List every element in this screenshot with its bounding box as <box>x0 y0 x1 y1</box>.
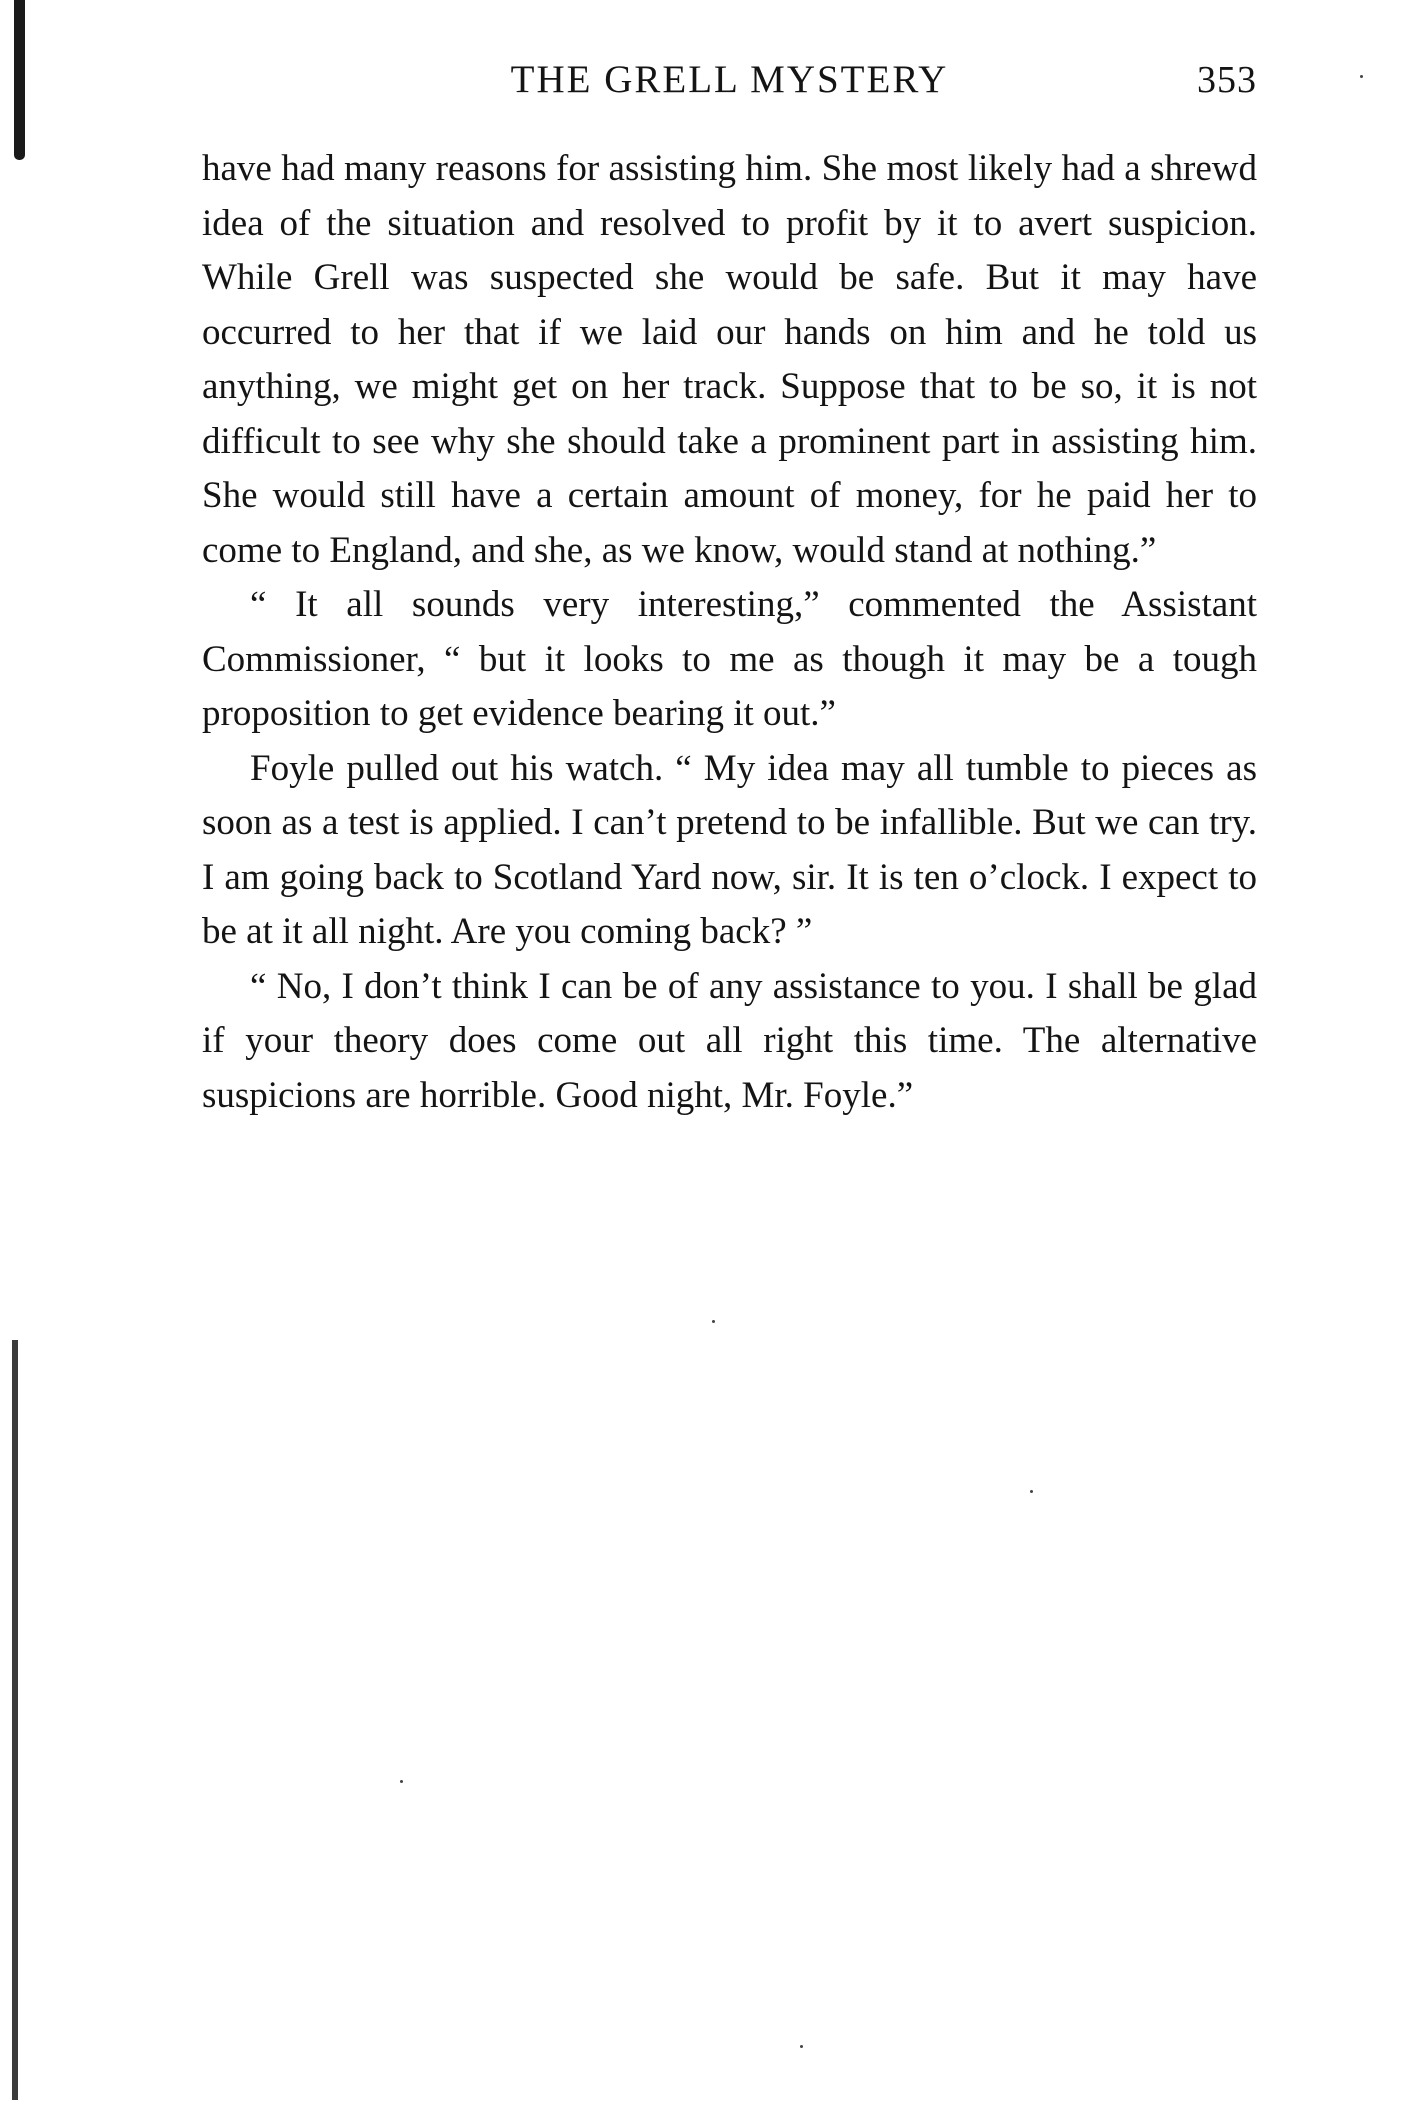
paragraph: “ No, I don’t think I can be of any assistance to you. I shall be glad if your theory does come out all right this time. The alternative suspicions are horrible. Good night, Mr. Foyle.” <box>202 965 1257 1116</box>
paragraph: have had many reasons for assisting him. She most likely had a shrewd idea of the situation and resolved to profit by it to avert suspicion. While Grell was suspected she would be safe. But it may have occurred to her that if we laid our hands on him and he told us anything, we might get on her track. Suppose that to be so, it is not difficult to see why she should take a prominent part in assisting him. She would still have a certain amount of money, for he paid her to come to England, and she, as we know, would stand at nothing.” <box>202 148 1257 571</box>
binding-edge-shadow-bottom <box>12 1340 18 2100</box>
scan-speck <box>1360 75 1363 78</box>
running-title: THE GRELL MYSTERY <box>510 58 949 101</box>
scan-speck <box>1030 1490 1033 1493</box>
binding-edge-shadow-top <box>14 0 25 160</box>
scan-speck <box>800 2045 803 2048</box>
running-header <box>202 55 1257 105</box>
body-text <box>202 142 1257 1123</box>
page-number: 353 <box>1197 59 1257 101</box>
paragraph: “ It all sounds very interesting,” commented the Assistant Commissioner, “ but it looks to me as though it may be a tough proposition to get evidence bearing it out.” <box>202 584 1257 734</box>
scan-speck <box>400 1780 403 1783</box>
scan-speck <box>712 1320 715 1323</box>
paragraph: Foyle pulled out his watch. “ My idea may all tumble to pieces as soon as a test is applied. I can’t pretend to be infallible. But we can try. I am going back to Scotland Yard now, sir. It is ten o’clock. I expect to be at it all night. Are you coming back? ” <box>202 747 1257 952</box>
